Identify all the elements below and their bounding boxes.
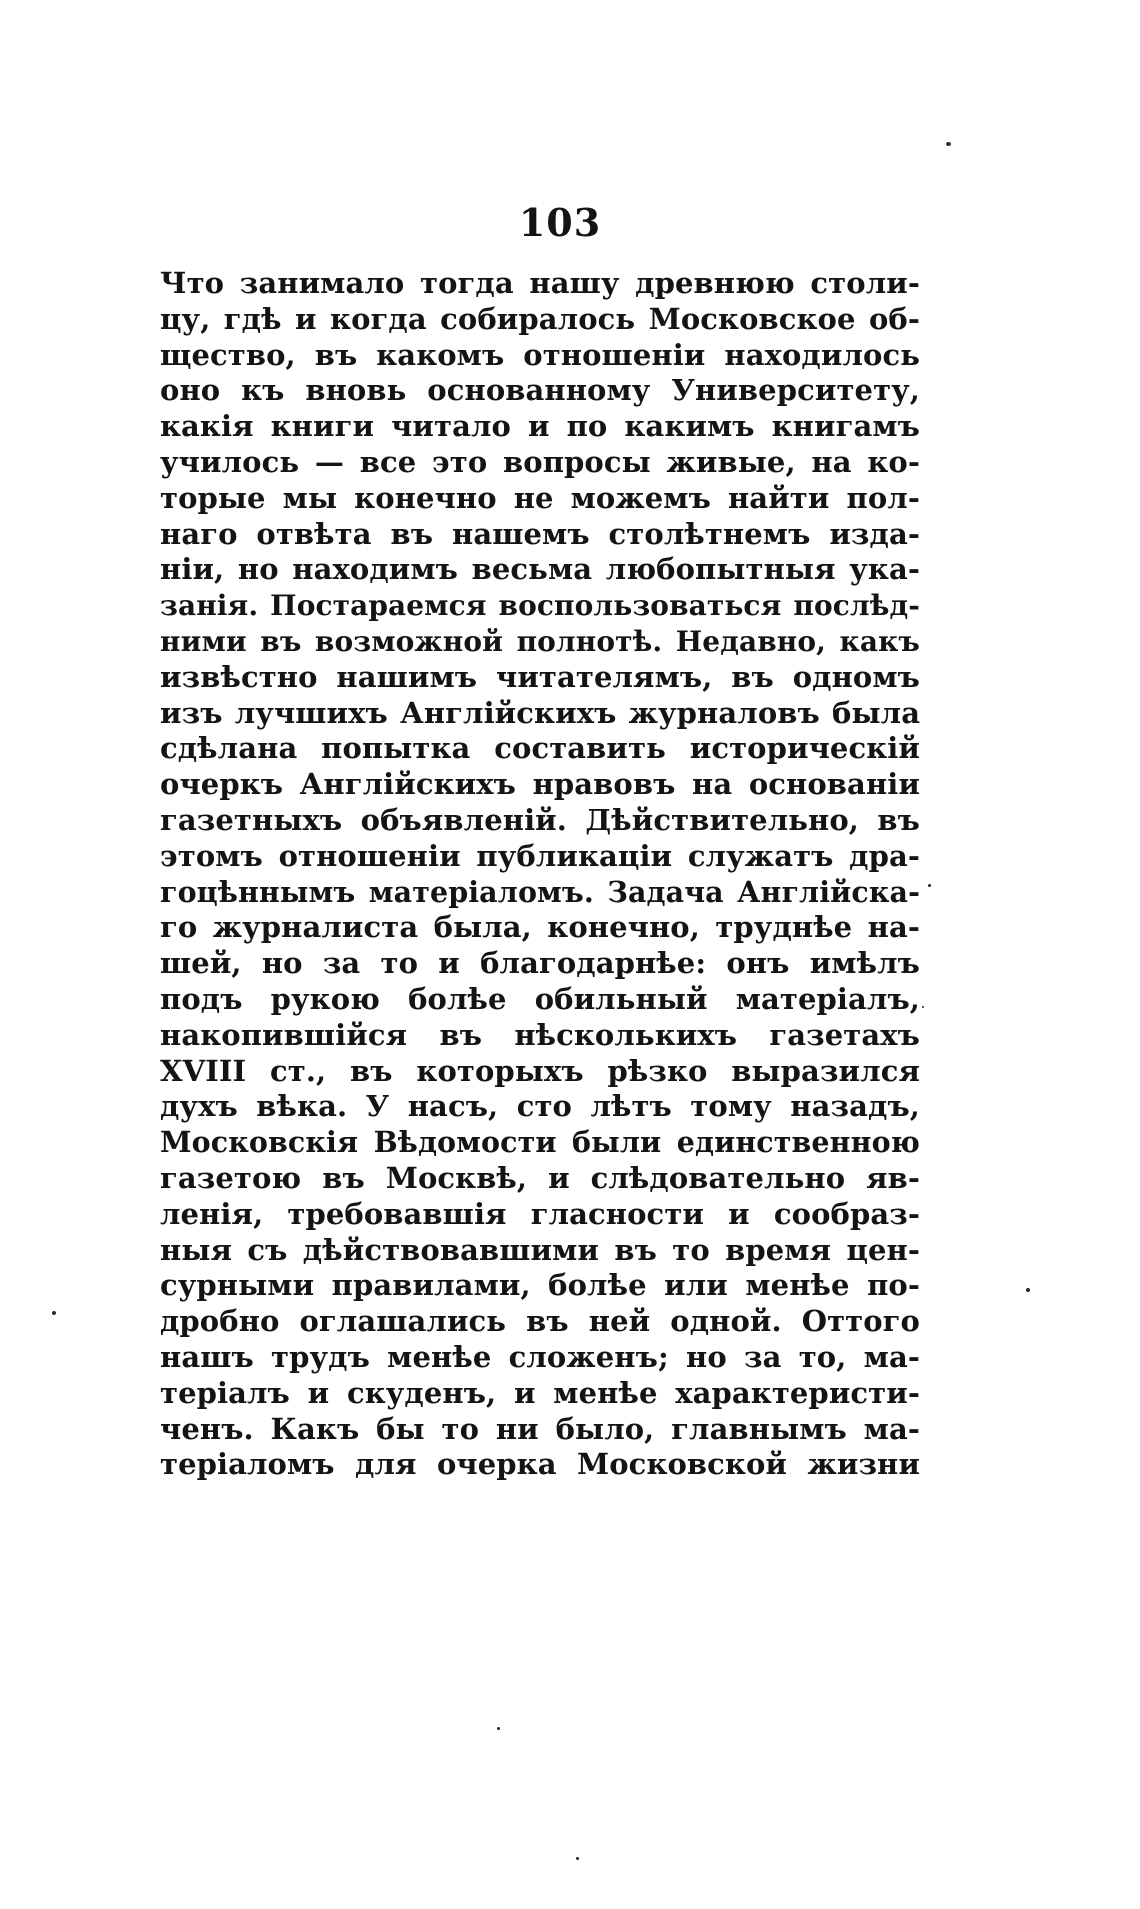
- text-line: ними въ возможной полнотѣ. Недавно, какъ: [160, 624, 920, 658]
- text-line: нашъ трудъ менѣе сложенъ; но за то, ма-: [160, 1339, 920, 1374]
- scan-speck: [52, 1311, 56, 1315]
- text-line: цу, гдѣ и когда собиралось Московское об-: [160, 301, 920, 336]
- scan-speck: [946, 142, 951, 146]
- text-line: изъ лучшихъ Англiйскихъ журналовъ была: [160, 695, 921, 730]
- scan-speck: [1026, 1288, 1030, 1292]
- scan-speck: [922, 1006, 924, 1008]
- text-line: газетою въ Москвѣ, и слѣдовательно яв-: [160, 1160, 920, 1195]
- text-line: нiи, но находимъ весьма любопытныя ука-: [160, 552, 920, 587]
- text-line: духъ вѣка. У насъ, сто лѣтъ тому назадъ,: [160, 1089, 920, 1124]
- scan-speck: [497, 1727, 500, 1730]
- text-line: газетныхъ объявленiй. Дѣйствительно, въ: [160, 802, 920, 837]
- scan-speck: [576, 1857, 579, 1860]
- text-line: терiаломъ для очерка Московской жизни: [160, 1447, 920, 1482]
- text-line: щество, въ какомъ отношенiи находилось: [160, 337, 920, 372]
- text-line: накопившiйся въ нѣсколькихъ газетахъ: [160, 1017, 920, 1052]
- text-line: дробно оглашались въ ней одной. Оттого: [160, 1304, 920, 1339]
- text-line: сурными правилами, болѣе или менѣе по-: [160, 1268, 920, 1303]
- text-line: этомъ отношенiи публикацiи служатъ дра-: [160, 838, 920, 873]
- text-line: ченъ. Какъ бы то ни было, главнымъ ма-: [160, 1411, 920, 1446]
- body-text: [160, 266, 920, 1483]
- text-line: извѣстно нашимъ читателямъ, въ одномъ: [160, 659, 920, 694]
- text-line: шей, но за то и благодарнѣе: онъ имѣлъ: [160, 946, 920, 981]
- text-line: какiя книги читало и по какимъ книгамъ: [160, 409, 920, 444]
- text-line: Московскiя Вѣдомости были единственною: [160, 1125, 920, 1160]
- text-line: подъ рукою болѣе обильный матерiалъ,: [160, 981, 920, 1016]
- text-line: Что занимало тогда нашу древнюю столи-: [160, 266, 920, 300]
- text-line: очеркъ Англiйскихъ нравовъ на основанiи: [160, 767, 920, 802]
- text-line: гоцѣннымъ матерiаломъ. Задача Англiйска-: [160, 874, 920, 909]
- text-line: сдѣлана попытка составить историческiй: [160, 731, 920, 766]
- text-line: наго отвѣта въ нашемъ столѣтнемъ изда-: [160, 516, 920, 551]
- text-line: торые мы конечно не можемъ найти пол-: [160, 480, 920, 515]
- text-line: го журналиста была, конечно, труднѣе на-: [160, 910, 920, 945]
- text-line: занiя. Постараемся воспользоваться послѣд-: [160, 589, 920, 623]
- text-line: училось — все это вопросы живые, на ко-: [160, 444, 920, 479]
- text-line: ныя съ дѣйствовавшими въ то время цен-: [160, 1232, 920, 1267]
- scan-speck: [928, 884, 931, 887]
- text-line: оно къ вновь основанному Университету,: [160, 373, 920, 408]
- page-number: 103: [518, 200, 602, 245]
- text-line: XVIII ст., въ которыхъ рѣзко выразился: [160, 1053, 920, 1088]
- text-line: терiалъ и скуденъ, и менѣе характеристи-: [160, 1375, 920, 1410]
- text-line: ленiя, требовавшiя гласности и сообраз-: [160, 1196, 920, 1231]
